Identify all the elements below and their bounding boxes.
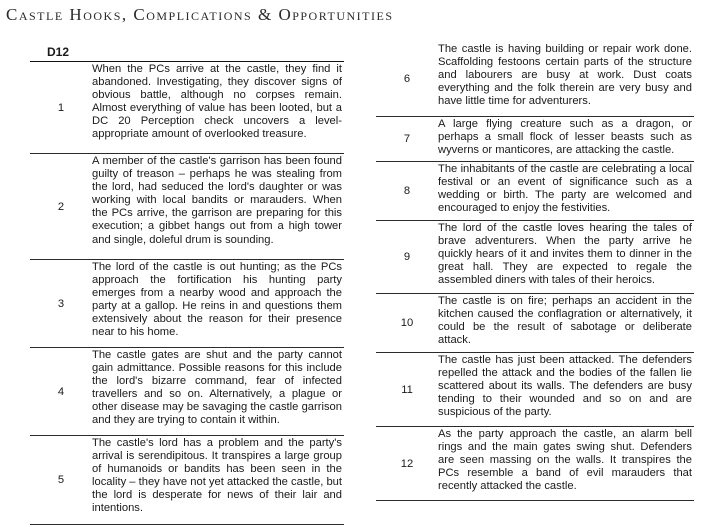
row-number: 3	[57, 297, 65, 310]
row-number: 1	[57, 101, 65, 114]
table-row	[30, 348, 344, 436]
row-text: When the PCs arrive at the castle, they find it abandoned. Investigating, they discover signs of obvious battle, although no corpses remain. Almost everything of value has been looted, but a DC 20 Perception check uncovers a level-appropriate amount of overlooked treasure.	[92, 63, 342, 141]
row-number: 5	[57, 474, 65, 486]
row-text: The castle is on fire; perhaps an accident in the kitchen caused the conflagration or alternatively, it could be the result of sabotage or deliberate attack.	[438, 295, 692, 347]
row-number: 2	[57, 200, 65, 213]
row-number: 8	[403, 185, 411, 197]
row-text: As the party approach the castle, an alarm bell rings and the main gates swing shut. Defenders are seen massing on the walls. It transpires the PCs resemble a band of evil marauders that recently attacked the castle.	[438, 428, 692, 493]
table-row	[30, 62, 344, 154]
table-row	[376, 117, 694, 162]
table-row	[30, 436, 344, 525]
row-text: The castle gates are shut and the party cannot gain admittance. Possible reasons for this include the lord's bizarre command, fear of infected travellers and so on. Alternatively, a plague or other disease may be savaging the castle garrison and they are trying to contain it within.	[92, 349, 342, 427]
table-row	[30, 154, 344, 260]
table-right-column	[376, 42, 694, 501]
row-number: 9	[403, 251, 411, 263]
table-row	[376, 221, 694, 294]
row-text: A member of the castle's garrison has been found guilty of treason – perhaps he was stealing from the lord, had seduced the lord's daughter or was working with local bandits or marauders. When the PCs arrive, the garrison are preparing for this execution; a gibbet hangs out from a high tower and single, doleful drum is sounding.	[92, 155, 342, 246]
row-number: 12	[400, 457, 414, 470]
row-number: 10	[400, 317, 414, 329]
row-text: A large flying creature such as a dragon, or perhaps a small flock of lesser beasts such as wyverns or manticores, are attacking the castle.	[438, 118, 692, 157]
row-text: The lord of the castle loves hearing the tales of brave adventurers. When the party arrive he quickly hears of it and invites them to dinner in the great hall. They are expected to regale the assembled diners with tales of their heroics.	[438, 222, 692, 287]
row-number: 7	[403, 133, 411, 145]
table-row	[376, 42, 694, 117]
page-title: Castle Hooks, Complications & Opportunities	[6, 5, 394, 24]
table-left-column	[30, 42, 344, 525]
table-row	[376, 353, 694, 427]
row-number: 6	[403, 73, 411, 85]
table-header-d12: D12	[47, 44, 70, 59]
row-text: The inhabitants of the castle are celebrating a local festival or an event of significance such as a wedding or birth. The party are welcomed and encouraged to enjoy the festivities.	[438, 163, 692, 215]
row-text: The castle's lord has a problem and the party's arrival is serendipitous. It transpires a large group of humanoids or bandits has been seen in the locality – they have not yet attacked the castle, but the lord is desperate for news of their lair and intentions.	[92, 437, 343, 515]
row-number: 4	[57, 385, 65, 398]
row-text: The lord of the castle is out hunting; as the PCs approach the fortification his hunting party emerges from a nearby wood and approach the party at a gallop. He reins in and questions them extensively about the reason for their presence near to his home.	[92, 261, 342, 339]
table-header-row	[30, 42, 344, 62]
row-text: The castle has just been attacked. The defenders repelled the attack and the bodies of the fallen lie scattered about its walls. The defenders are busy tending to their wounded and so on and are suspicious of the party.	[438, 354, 692, 419]
table-row	[376, 427, 694, 501]
row-text: The castle is having building or repair work done. Scaffolding festoons certain parts of the structure and labourers are busy at work. Dust coats everything and the folk therein are very busy and have little time for adventurers.	[438, 43, 692, 108]
table-row	[30, 260, 344, 348]
table-row	[376, 162, 694, 221]
row-number: 11	[401, 383, 413, 396]
table-row	[376, 294, 694, 353]
